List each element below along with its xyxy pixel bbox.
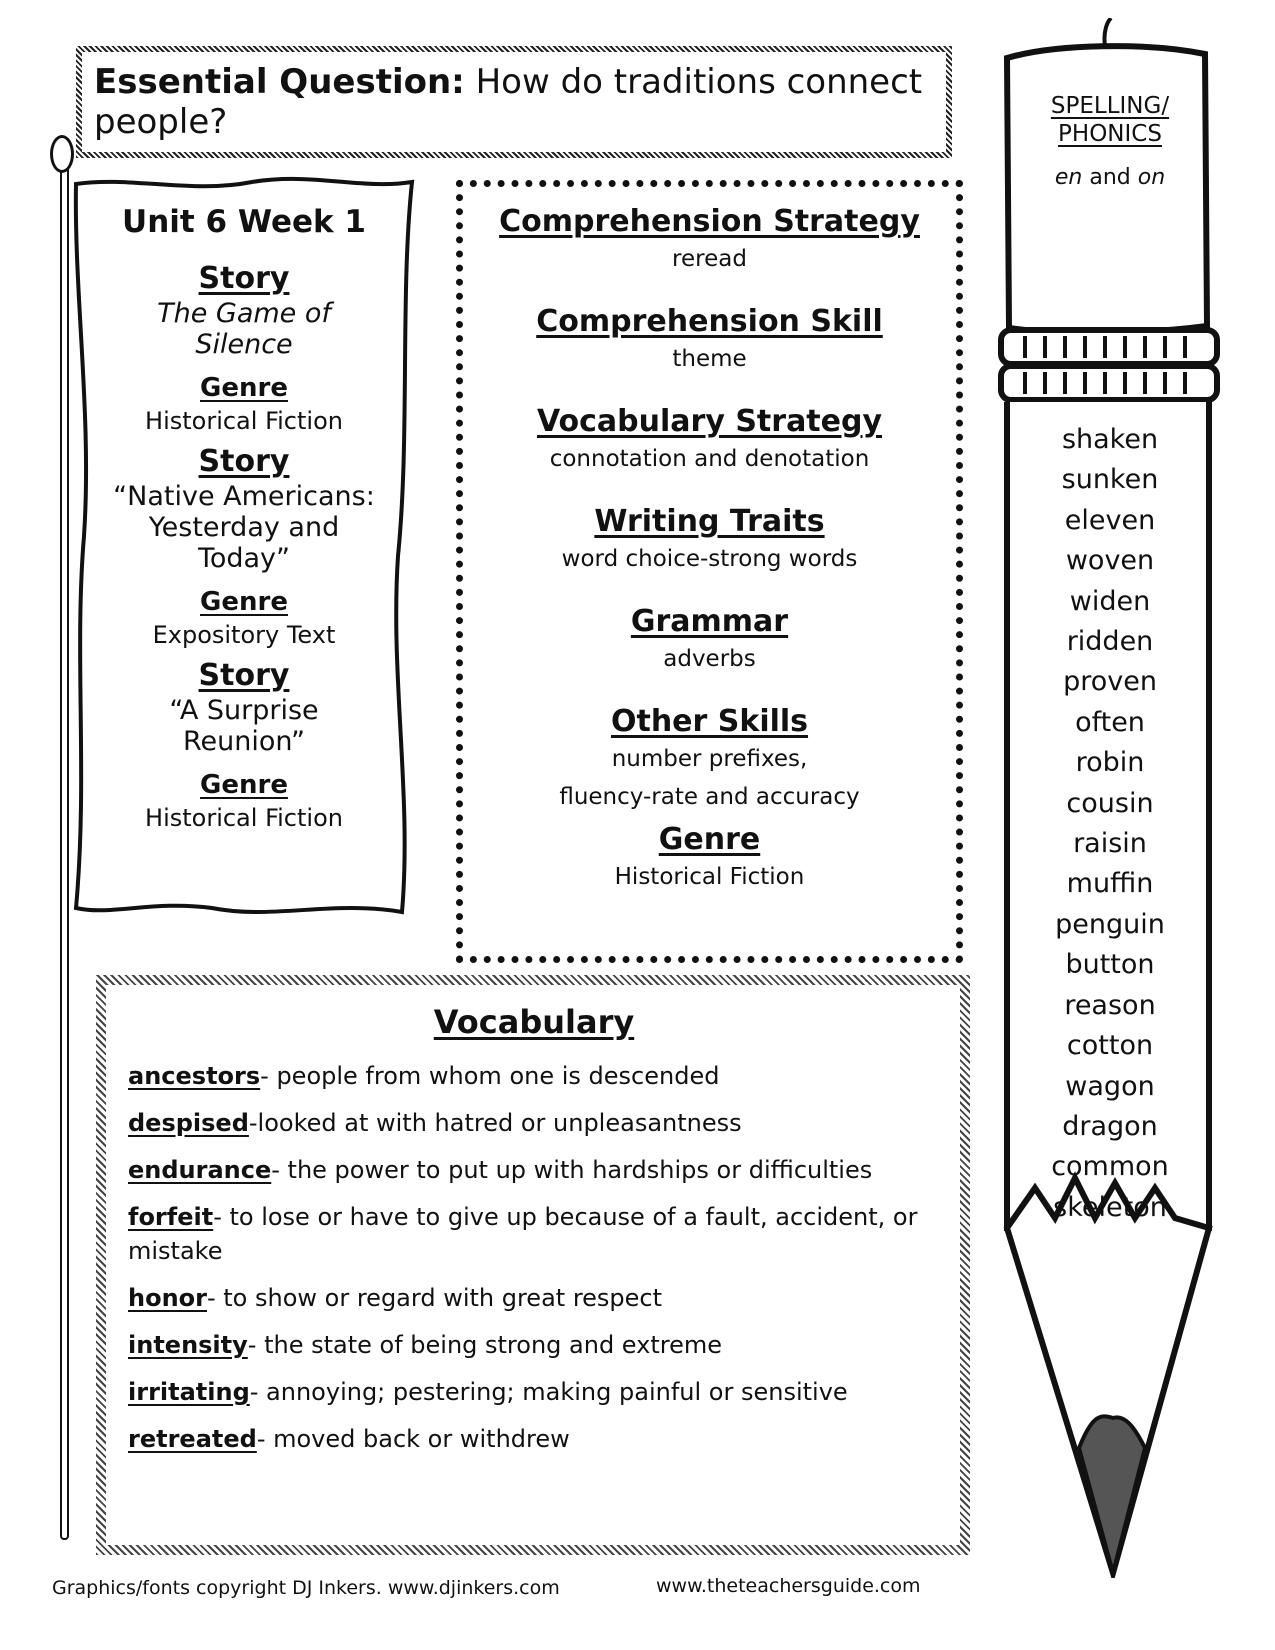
spelling-word: skeleton	[1053, 1191, 1167, 1223]
vocab-definition: - the power to put up with hardships or difficulties	[271, 1156, 873, 1184]
skills-box	[456, 180, 963, 963]
spelling-word: penguin	[1055, 908, 1165, 940]
vocab-item	[128, 1375, 940, 1409]
vocab-word: ancestors	[128, 1062, 261, 1090]
spelling-word: ridden	[1066, 626, 1154, 658]
vocab-word: forfeit	[128, 1203, 214, 1231]
spelling-word: sunken	[1061, 464, 1159, 496]
vocab-word: retreated	[128, 1425, 257, 1453]
vocab-definition: - the state of being strong and extreme	[247, 1331, 723, 1359]
skill-heading-comprehension-strategy: Comprehension Strategy	[499, 204, 920, 239]
vocab-word: despised	[128, 1109, 249, 1137]
flag-pole	[60, 150, 69, 1540]
footer-copyright: Graphics/fonts copyright DJ Inkers. www.djinkers.com	[52, 1577, 560, 1599]
spelling-word-list	[1020, 420, 1200, 1228]
vocab-item	[128, 1328, 940, 1362]
skill-heading-writing-traits: Writing Traits	[594, 504, 825, 539]
vocab-word: honor	[128, 1284, 207, 1312]
vocab-item	[128, 1106, 940, 1140]
spelling-word: common	[1051, 1151, 1169, 1183]
skill-heading-other-skills: Other Skills	[610, 704, 809, 739]
story-label-1: Story	[198, 261, 290, 296]
spelling-word: robin	[1075, 747, 1145, 779]
spelling-word: woven	[1065, 545, 1155, 577]
pattern-b: on	[1137, 165, 1166, 190]
vocab-item	[128, 1281, 940, 1315]
spelling-heading-line2: PHONICS	[1058, 121, 1162, 147]
essential-question-text: How do traditions connect people?	[94, 62, 923, 142]
genre-label-2: Genre	[200, 587, 288, 617]
genre-value-3: Historical Fiction	[145, 804, 343, 832]
spelling-word: cotton	[1066, 1030, 1154, 1062]
skill-text-vocabulary-strategy: connotation and denotation	[549, 446, 870, 472]
spelling-word: muffin	[1066, 868, 1154, 900]
skill-text-comprehension-skill: theme	[672, 346, 747, 372]
vocabulary-title: Vocabulary	[433, 1003, 635, 1041]
skill-heading-genre: Genre	[658, 822, 761, 857]
genre-value-2: Expository Text	[152, 621, 336, 649]
spelling-heading	[1020, 92, 1200, 148]
story-label-2: Story	[198, 444, 290, 479]
vocab-definition: - annoying; pestering; making painful or sensitive	[249, 1378, 848, 1406]
genre-label-3: Genre	[200, 770, 288, 800]
spelling-word: wagon	[1065, 1070, 1155, 1102]
spelling-word: reason	[1064, 989, 1156, 1021]
genre-value-1: Historical Fiction	[145, 407, 343, 435]
spelling-word: cousin	[1066, 787, 1154, 819]
vocabulary-box	[96, 975, 970, 1555]
skill-text-other-skills-1: number prefixes,	[611, 746, 808, 772]
skill-heading-comprehension-skill: Comprehension Skill	[536, 304, 883, 339]
spelling-word: shaken	[1061, 424, 1159, 455]
skill-text-writing-traits: word choice-strong words	[561, 546, 858, 572]
spelling-word: widen	[1069, 585, 1151, 617]
spelling-word: raisin	[1073, 828, 1147, 860]
spelling-word: often	[1075, 706, 1145, 738]
essential-question-box	[76, 46, 952, 158]
vocab-definition: - to lose or have to give up because of a fault, accident, or mistake	[128, 1203, 918, 1265]
flag-knob	[50, 135, 74, 173]
story-title-2: “Native Americans: Yesterday and Today”	[113, 481, 375, 574]
skill-text-genre: Historical Fiction	[614, 864, 805, 890]
spelling-word: eleven	[1064, 504, 1156, 536]
skill-text-grammar: adverbs	[663, 646, 756, 672]
pattern-join: and	[1082, 165, 1138, 190]
phonics-pattern	[1020, 165, 1200, 190]
vocab-item	[128, 1200, 940, 1268]
story-title-1: The Game of Silence	[157, 298, 331, 360]
unit-title: Unit 6 Week 1	[122, 204, 366, 240]
footer-website: www.theteachersguide.com	[656, 1575, 921, 1597]
vocab-definition: - to show or regard with great respect	[206, 1284, 663, 1312]
spelling-word: dragon	[1062, 1110, 1158, 1142]
vocab-item	[128, 1059, 940, 1093]
vocab-item	[128, 1422, 940, 1456]
story-label-3: Story	[198, 658, 290, 693]
skill-text-comprehension-strategy: reread	[672, 246, 747, 272]
spelling-word: proven	[1063, 666, 1157, 698]
skill-heading-grammar: Grammar	[630, 604, 789, 639]
vocab-definition: - people from whom one is descended	[260, 1062, 720, 1090]
spelling-word: button	[1065, 949, 1155, 981]
vocab-definition: -looked at with hatred or unpleasantness	[248, 1109, 742, 1137]
vocab-item	[128, 1153, 940, 1187]
vocab-definition: - moved back or withdrew	[256, 1425, 570, 1453]
vocab-word: irritating	[128, 1378, 250, 1406]
vocab-word: endurance	[128, 1156, 272, 1184]
genre-label-1: Genre	[200, 373, 288, 403]
spelling-heading-line1: SPELLING/	[1050, 93, 1170, 119]
skill-text-other-skills-2: fluency-rate and accuracy	[559, 784, 860, 810]
pattern-a: en	[1054, 165, 1083, 190]
story-title-3: “A Surprise Reunion”	[169, 695, 319, 757]
skill-heading-vocabulary-strategy: Vocabulary Strategy	[536, 404, 883, 439]
vocab-word: intensity	[128, 1331, 248, 1359]
essential-question-label: Essential Question:	[94, 62, 465, 102]
unit-flag-banner	[72, 176, 416, 920]
